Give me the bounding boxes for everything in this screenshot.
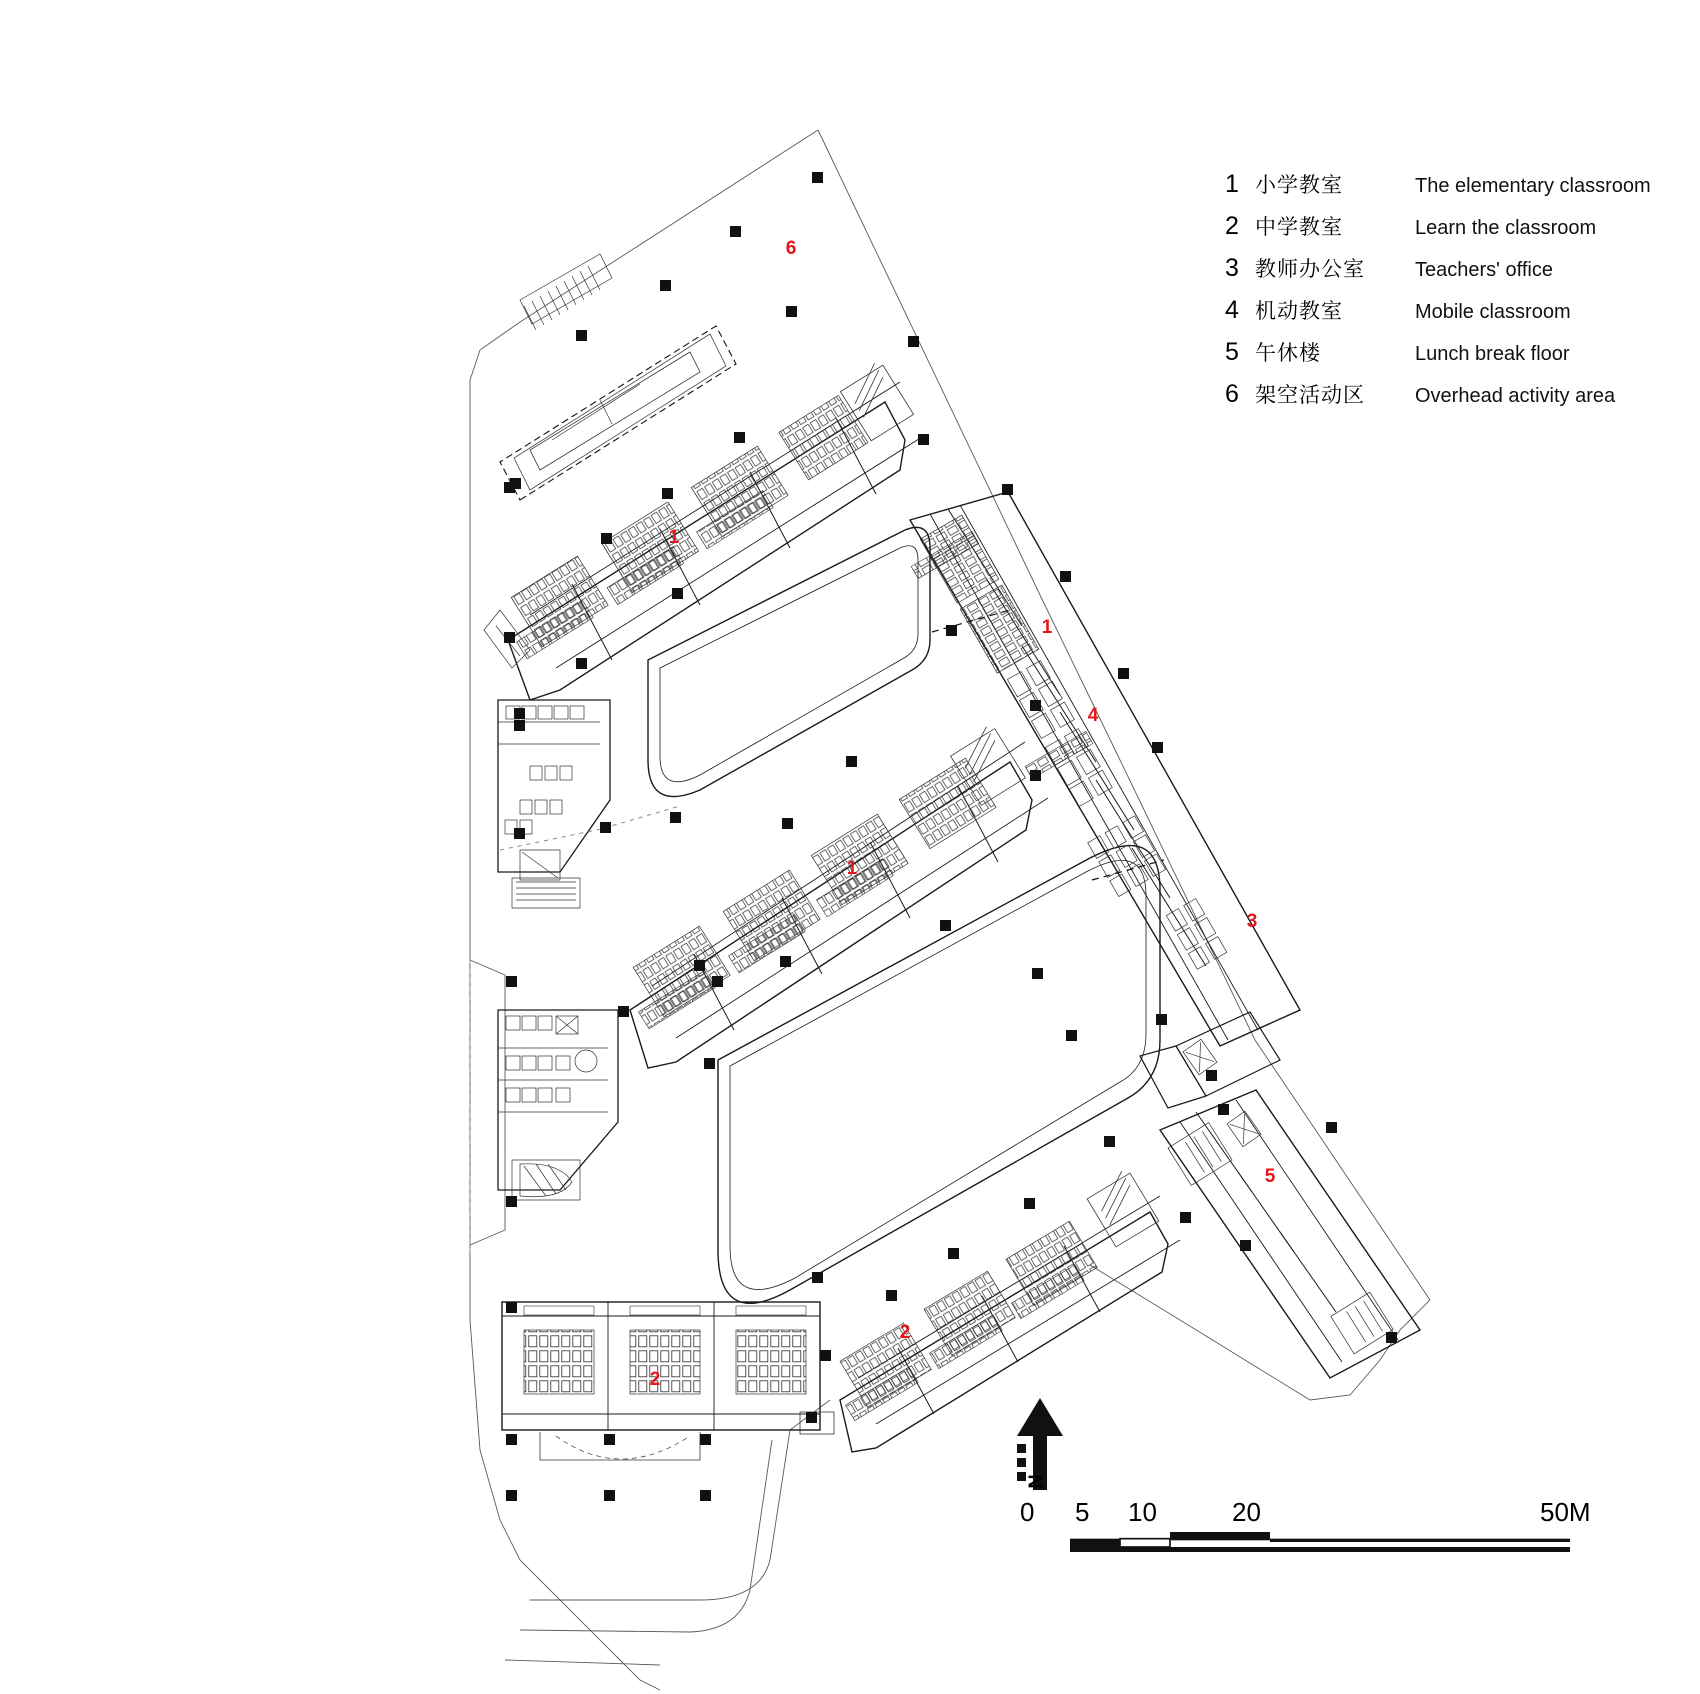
legend-label-cn: 小学教室 [1255, 173, 1343, 197]
north-arrow-icon [1005, 1398, 1075, 1508]
legend-label-en: Overhead activity area [1415, 385, 1616, 407]
scale-tick-20: 20 [1232, 1497, 1261, 1527]
room-marker-2-mid: 2 [899, 1322, 911, 1343]
legend-label-en: Lunch break floor [1415, 343, 1570, 365]
legend-label-cn: 午休楼 [1255, 341, 1321, 365]
legend-number: 6 [1225, 380, 1239, 408]
room-marker-6: 6 [785, 238, 797, 259]
north-arrow [1005, 1398, 1075, 1508]
scale-bar-graphic [1020, 1532, 1620, 1552]
room-marker-5: 5 [1264, 1166, 1276, 1187]
legend-label-en: Mobile classroom [1415, 301, 1571, 323]
room-marker-1-mid: 1 [846, 858, 858, 879]
room-marker-1-east: 1 [1041, 617, 1053, 638]
scale-tick-5: 5 [1075, 1497, 1090, 1527]
legend-number: 3 [1225, 254, 1239, 282]
scale-tick-0: 0 [1020, 1497, 1035, 1527]
scale-tick-50m: 50M [1540, 1497, 1591, 1527]
room-marker-2-sw: 2 [649, 1369, 661, 1390]
legend-label-cn: 教师办公室 [1255, 257, 1365, 281]
legend-number: 1 [1225, 170, 1239, 198]
north-letter: N [1023, 1474, 1046, 1489]
room-marker-1-nw: 1 [668, 527, 680, 548]
legend-label-cn: 机动教室 [1255, 299, 1343, 323]
room-marker-3: 3 [1246, 911, 1258, 932]
scale-bar [1020, 1496, 1620, 1557]
scale-tick-10: 10 [1128, 1497, 1157, 1527]
room-marker-4: 4 [1087, 705, 1099, 726]
legend-label-cn: 架空活动区 [1255, 383, 1365, 407]
legend-label-cn: 中学教室 [1255, 215, 1343, 239]
legend-number: 2 [1225, 212, 1239, 240]
legend-label-en: Teachers' office [1415, 259, 1553, 281]
legend-number: 5 [1225, 338, 1239, 366]
legend-number: 4 [1225, 296, 1239, 324]
legend-label-en: Learn the classroom [1415, 217, 1597, 239]
legend-label-en: The elementary classroom [1415, 175, 1651, 197]
